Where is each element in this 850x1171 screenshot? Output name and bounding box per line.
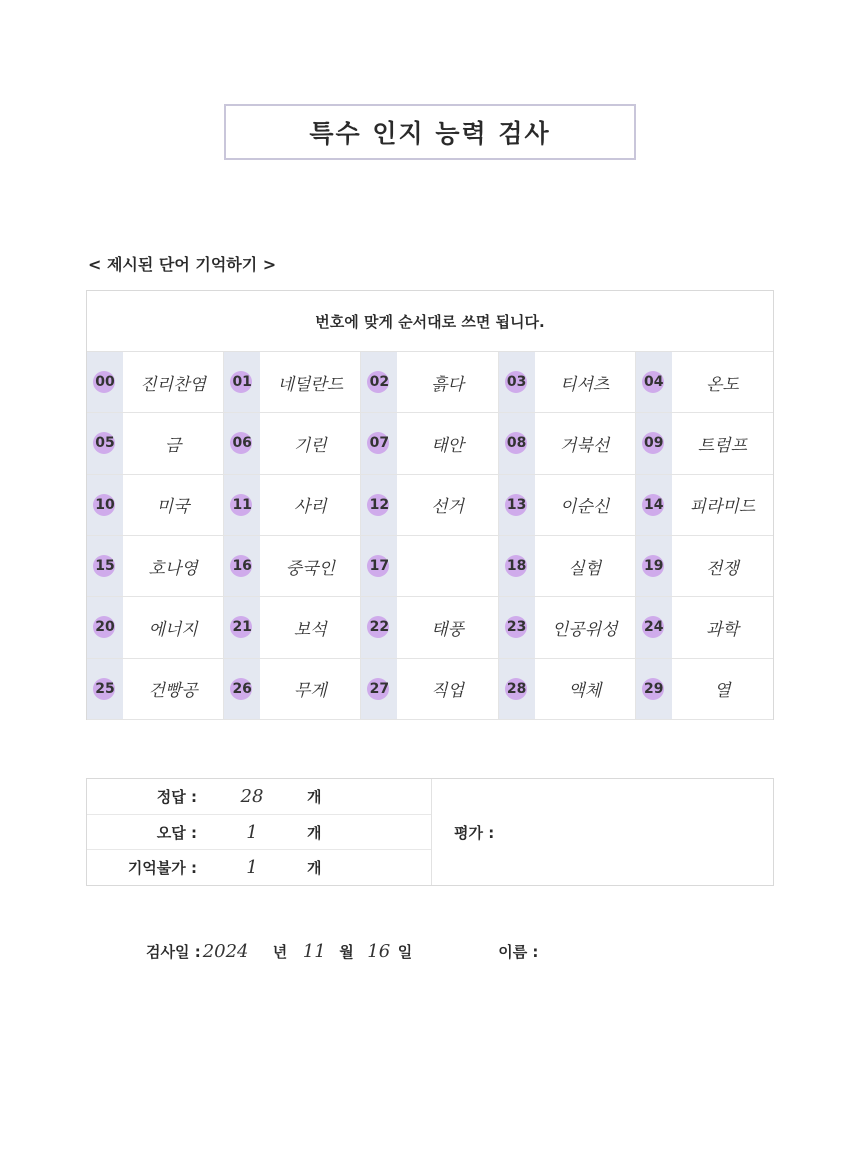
handwritten-answer[interactable] <box>397 536 497 596</box>
item-number <box>636 413 672 473</box>
item-number <box>636 597 672 657</box>
instruction-text: 번호에 맞게 순서대로 쓰면 됩니다. <box>87 291 773 352</box>
correct-value[interactable]: 28 <box>240 785 264 807</box>
handwritten-answer[interactable]: 티셔츠 <box>560 374 610 395</box>
item-number-text: 13 <box>506 496 527 513</box>
item-number <box>636 475 672 535</box>
answer-cell <box>361 413 498 474</box>
handwritten-answer[interactable]: 전쟁 <box>705 558 739 579</box>
evaluation-label: 평가 : <box>454 823 495 842</box>
item-number-text: 25 <box>95 680 115 697</box>
score-section <box>87 779 432 885</box>
unit-label: 개 <box>307 823 322 842</box>
handwritten-answer[interactable]: 네덜란드 <box>277 374 344 395</box>
item-number <box>499 475 535 535</box>
item-number-text: 20 <box>95 619 115 636</box>
section-heading: < 제시된 단어 기억하기 > <box>88 255 277 274</box>
handwritten-answer[interactable]: 호나영 <box>148 558 198 579</box>
answer-cell <box>499 475 636 536</box>
item-number <box>636 536 672 596</box>
item-number <box>224 352 260 412</box>
item-number-text: 15 <box>95 558 115 575</box>
item-number-text: 11 <box>232 496 252 513</box>
unknown-value[interactable]: 1 <box>246 857 258 879</box>
item-number <box>87 659 123 719</box>
handwritten-answer[interactable]: 직업 <box>431 681 464 702</box>
item-number <box>224 597 260 657</box>
correct-label: 정답 : <box>156 787 197 806</box>
answer-cell <box>361 536 498 597</box>
item-number-text: 04 <box>644 374 664 391</box>
item-number <box>224 413 260 473</box>
answer-cell <box>361 352 498 413</box>
answer-cell <box>361 475 498 536</box>
page-title: 특수 인지 능력 검사 <box>224 104 636 160</box>
handwritten-answer[interactable]: 사리 <box>293 497 327 518</box>
item-number-text: 26 <box>232 680 252 697</box>
item-number <box>636 659 672 719</box>
handwritten-answer[interactable]: 태안 <box>431 435 464 456</box>
item-number <box>87 597 123 657</box>
item-number-text: 14 <box>644 496 664 513</box>
handwritten-answer[interactable]: 트럼프 <box>697 435 748 456</box>
item-number <box>224 475 260 535</box>
handwritten-answer[interactable]: 이순신 <box>560 497 610 518</box>
answer-cell <box>361 659 498 720</box>
answer-cell <box>87 475 224 536</box>
name-label: 이름 : <box>498 942 539 961</box>
answer-cell <box>87 352 224 413</box>
item-number-text: 08 <box>506 435 527 452</box>
word-memory-table <box>86 290 774 720</box>
answer-cell <box>499 352 636 413</box>
answer-cell <box>224 413 361 474</box>
answer-cell <box>499 536 636 597</box>
item-number <box>87 475 123 535</box>
item-number <box>87 413 123 473</box>
wrong-value[interactable]: 1 <box>246 821 258 843</box>
item-number-text: 00 <box>95 374 115 391</box>
item-number-text: 22 <box>369 619 390 636</box>
answer-cell <box>87 536 224 597</box>
answer-cell <box>224 352 361 413</box>
day-value[interactable]: 16 <box>367 940 391 962</box>
answer-cell <box>224 659 361 720</box>
item-number <box>499 413 535 473</box>
answer-cell <box>636 413 773 474</box>
item-number-text: 09 <box>644 435 664 452</box>
handwritten-answer[interactable]: 기린 <box>293 435 327 456</box>
handwritten-answer[interactable]: 액체 <box>568 681 602 702</box>
answer-cell <box>499 659 636 720</box>
item-number <box>499 597 535 657</box>
item-number-text: 03 <box>506 374 527 391</box>
item-number <box>87 352 123 412</box>
item-number-text: 02 <box>369 374 390 391</box>
month-unit: 월 <box>339 942 354 961</box>
unit-label: 개 <box>307 859 322 878</box>
item-number-text: 19 <box>644 558 664 575</box>
item-number <box>361 413 397 473</box>
handwritten-answer[interactable]: 태풍 <box>431 619 464 640</box>
handwritten-answer[interactable]: 실험 <box>568 558 602 579</box>
item-number-text: 01 <box>232 374 252 391</box>
item-number-text: 05 <box>95 435 115 452</box>
answer-cell <box>87 659 224 720</box>
item-number <box>499 659 535 719</box>
handwritten-answer[interactable]: 인공위성 <box>551 619 618 640</box>
item-number-text: 16 <box>232 558 252 575</box>
test-date-line <box>146 938 538 964</box>
answer-cell <box>499 413 636 474</box>
unknown-row <box>87 850 431 885</box>
item-number-text: 06 <box>232 435 252 452</box>
item-number <box>361 659 397 719</box>
handwritten-answer[interactable]: 열 <box>714 681 731 702</box>
correct-row <box>87 779 431 815</box>
item-number <box>361 475 397 535</box>
item-number-text: 18 <box>506 558 527 575</box>
item-number-text: 17 <box>369 558 390 575</box>
month-value[interactable]: 11 <box>302 940 326 962</box>
evaluation-section[interactable] <box>432 779 773 885</box>
handwritten-answer[interactable]: 선거 <box>431 497 464 518</box>
answer-grid <box>87 352 773 720</box>
handwritten-answer[interactable]: 중국인 <box>285 558 335 579</box>
handwritten-answer[interactable]: 피라미드 <box>689 497 756 518</box>
answer-cell <box>636 659 773 720</box>
answer-cell <box>87 597 224 658</box>
unknown-label: 기억불가 : <box>127 859 197 878</box>
item-number <box>499 536 535 596</box>
answer-cell <box>636 597 773 658</box>
item-number-text: 29 <box>644 680 664 697</box>
handwritten-answer[interactable]: 과학 <box>705 619 739 640</box>
item-number <box>87 536 123 596</box>
item-number-text: 07 <box>369 435 390 452</box>
answer-cell <box>499 597 636 658</box>
answer-cell <box>636 475 773 536</box>
answer-cell <box>224 475 361 536</box>
item-number-text: 10 <box>95 496 115 513</box>
item-number <box>224 536 260 596</box>
handwritten-answer[interactable]: 무게 <box>293 681 327 702</box>
handwritten-answer[interactable]: 보석 <box>293 619 327 640</box>
handwritten-answer[interactable]: 금 <box>164 435 182 456</box>
item-number-text: 24 <box>644 619 664 636</box>
item-number <box>361 352 397 412</box>
wrong-label: 오답 : <box>156 823 197 842</box>
item-number-text: 21 <box>232 619 252 636</box>
answer-cell <box>636 352 773 413</box>
handwritten-answer[interactable]: 건빵공 <box>148 681 198 702</box>
answer-cell <box>224 597 361 658</box>
item-number <box>636 352 672 412</box>
item-number-text: 12 <box>369 496 390 513</box>
answer-cell <box>87 413 224 474</box>
year-value[interactable]: 2024 <box>202 940 249 962</box>
item-number-text: 27 <box>369 680 390 697</box>
item-number-text: 28 <box>506 680 527 697</box>
item-number <box>361 536 397 596</box>
answer-cell <box>361 597 498 658</box>
handwritten-answer[interactable]: 미국 <box>156 497 190 518</box>
item-number <box>224 659 260 719</box>
answer-cell <box>224 536 361 597</box>
handwritten-answer[interactable]: 에너지 <box>148 619 198 640</box>
handwritten-answer[interactable]: 진리찬염 <box>140 374 206 395</box>
wrong-row <box>87 815 431 851</box>
unit-label: 개 <box>307 787 322 806</box>
item-number <box>361 597 397 657</box>
handwritten-answer[interactable]: 거북선 <box>560 435 610 456</box>
item-number <box>499 352 535 412</box>
handwritten-answer[interactable]: 흙다 <box>431 374 464 395</box>
results-table <box>86 778 774 886</box>
year-unit: 년 <box>272 942 288 961</box>
item-number-text: 23 <box>506 619 527 636</box>
test-date-label: 검사일 : <box>146 942 201 961</box>
handwritten-answer[interactable]: 온도 <box>705 374 739 395</box>
answer-cell <box>636 536 773 597</box>
day-unit: 일 <box>397 942 413 961</box>
